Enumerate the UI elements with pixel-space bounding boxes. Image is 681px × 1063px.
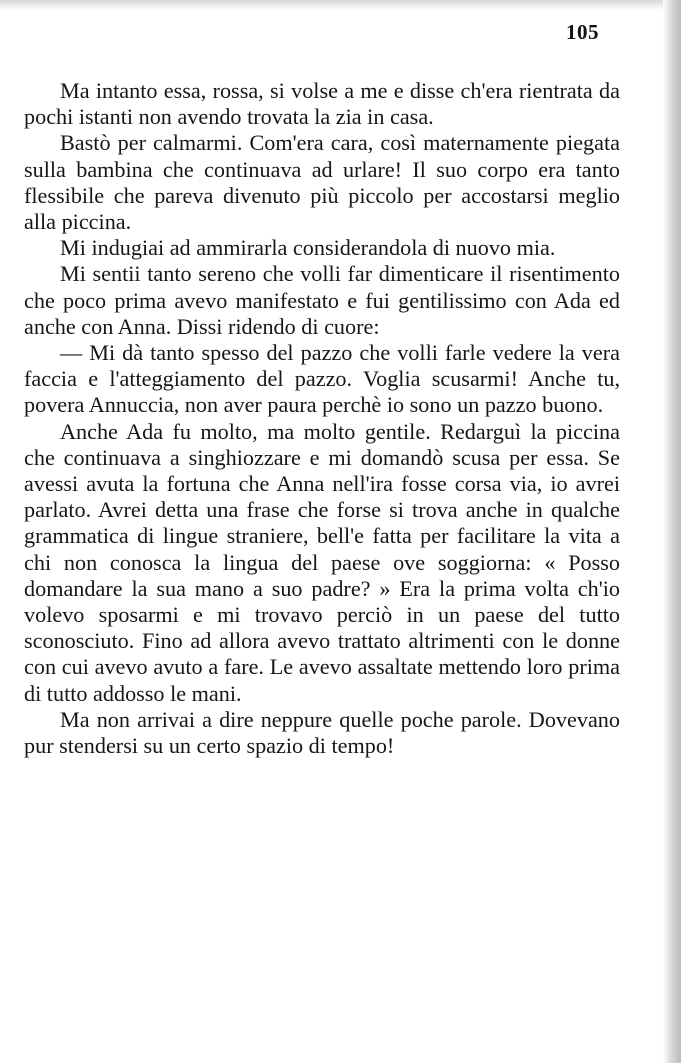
paragraph: Ma intanto essa, rossa, si volse a me e disse ch'era rientrata da pochi istanti non avendo trovata la zia in casa. [24, 78, 620, 130]
paragraph: Mi indugiai ad ammirarla considerandola di nuovo mia. [60, 235, 556, 261]
paragraph: — Mi dà tanto spesso del pazzo che volli farle vedere la vera faccia e l'atteggiamento del pazzo. Voglia scusarmi! Anche tu, povera Annuccia, non aver paura perchè io sono un pazzo buono. [24, 340, 620, 418]
scan-page-edge [663, 0, 681, 1063]
paragraph: Mi sentii tanto sereno che volli far dimenticare il risentimento che poco prima avevo manifestato e fui gentilissimo con Ada ed anche con Anna. Dissi ridendo di cuore: [24, 261, 620, 339]
body-text [24, 78, 620, 759]
paragraph: Anche Ada fu molto, ma molto gentile. Redarguì la piccina che continuava a singhiozzare e mi domandò scusa per essa. Se avessi avuta la fortuna che Anna nell'ira fosse corsa via, io avrei parlato. Avrei detta una frase che forse si trova anche in qualche grammatica di lingue straniere, bell'e fatta per facilitare la vita a chi non conosca la lingua del paese ove soggiorna: « Posso domandare la sua mano a suo padre? » Era la prima volta ch'io volevo sposarmi e mi trovavo perciò in un paese del tutto sconosciuto. Fino ad allora avevo trattato altrimenti con le donne con cui avevo avuto a fare. Le avevo assaltate mettendo loro prima di tutto addosso le mani. [24, 418, 620, 706]
scan-top-shadow [0, 0, 681, 10]
page-number: 105 [566, 20, 599, 44]
paragraph: Ma non arrivai a dire neppure quelle poche parole. Dovevano pur stendersi su un certo spazio di tempo! [24, 706, 620, 759]
paragraph: Bastò per calmarmi. Com'era cara, così maternamente piegata sulla bambina che continuava ad urlare! Il suo corpo era tanto flessibile che pareva divenuto più piccolo per accostarsi meglio alla piccina. [24, 130, 620, 235]
